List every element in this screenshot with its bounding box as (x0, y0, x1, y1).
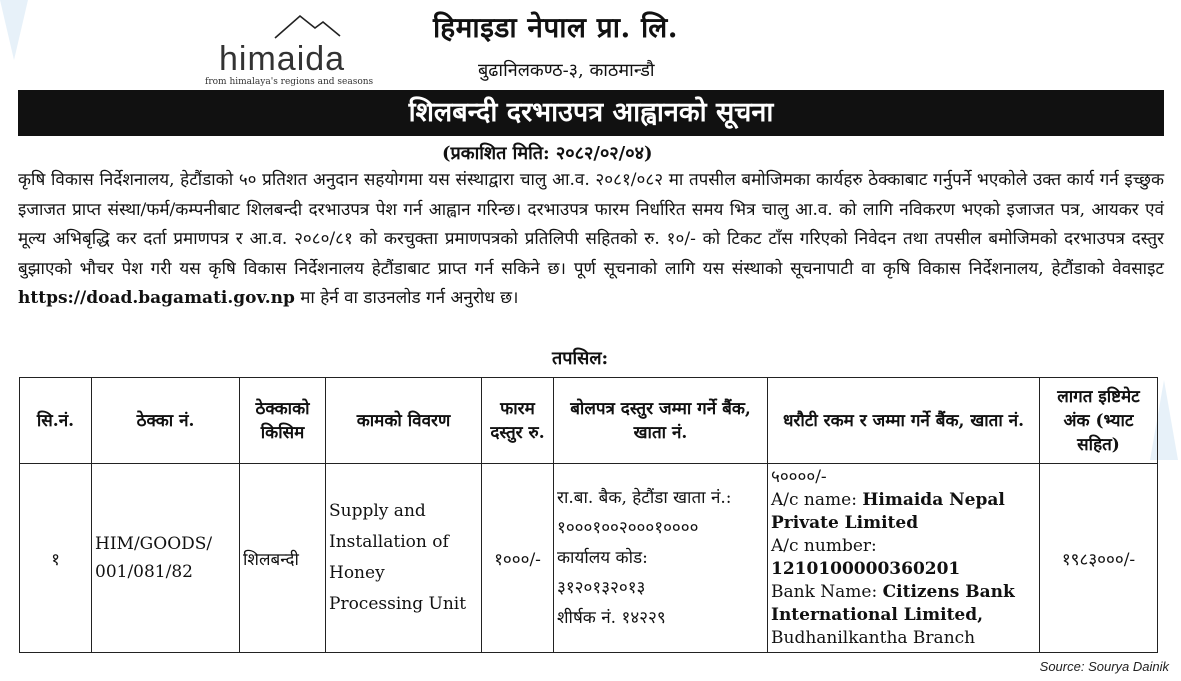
cell-work-desc: Supply and Installation of Honey Processing Unit (326, 464, 482, 653)
source-credit: Source: Sourya Dainik (1039, 659, 1169, 674)
table-row (20, 464, 1158, 653)
bank-name-value: Citizens Bank International Limited, (771, 582, 1015, 625)
header-fee-bank: बोलपत्र दस्तुर जम्मा गर्ने बैंक, खाता नं. (554, 378, 768, 464)
fee-bank-line: शीर्षक नं. १४२२९ (557, 608, 666, 628)
ac-name-label: A/c name: (771, 490, 857, 510)
cell-contract-no: HIM/GOODS/ 001/081/82 (92, 464, 240, 653)
company-logo (205, 8, 374, 88)
cell-contract-type: शिलबन्दी (240, 464, 326, 653)
fee-bank-line: कार्यालय कोड: (557, 548, 648, 568)
header-cost-estimate: लागत इष्टिमेट अंक (भ्याट सहित) (1040, 378, 1158, 464)
ac-number-label: A/c number: (771, 536, 877, 556)
notice-body (18, 166, 1164, 314)
table-header-row (20, 378, 1158, 464)
header-contract-no: ठेक्का नं. (92, 378, 240, 464)
logo-tagline: from himalaya's regions and seasons (205, 77, 374, 87)
cell-cost-estimate: १९८३०००/- (1040, 464, 1158, 653)
bank-name-label: Bank Name: (771, 582, 878, 602)
schedule-label: तपसिल: (552, 348, 609, 369)
header-contract-type: ठेक्काको किसिम (240, 378, 326, 464)
ac-number-value: 1210100000360201 (771, 559, 961, 579)
ac-name-value: Himaida Nepal Private Limited (771, 490, 1005, 533)
deposit-amount: ५००००/- (771, 467, 827, 487)
logo-wordmark: himaida (219, 40, 346, 78)
body-text-part-1: कृषि विकास निर्देशनालय, हेटौंडाको ५० प्रतिशत अनुदान सहयोगमा यस संस्थाद्वारा चालु आ.व. २०८१/०८२ मा तपसील बमोजिमका कार्यहरु ठेक्काबाट गर्नुपर्ने भएकोले उक्त कार्य गर्न इच्छुक इजाजत प्राप्त संस्था/फर्म/कम्पनीबाट शिलबन्दी दरभाउपत्र पेश गर्न आह्वान गरिन्छ। दरभाउपत्र फारम निर्धारित समय भित्र चालु आ.व. को लागि नविकरण भएको इजाजत पत्र, आयकर एवं मूल्य अभिबृद्धि कर दर्ता प्रमाणपत्र र आ.व. २०८०/८१ को करचुक्ता प्रमाणपत्रको प्रतिलिपी सहितको रु. १०/- को टिकट टाँस गरिएको निवेदन तथा तपसील बमोजिमको दरभाउपत्र दस्तुर बुझाएको भौचर पेश गरी यस कृषि विकास निर्देशनालय हेटौंडाबाट प्राप्त गर्न सकिने छ। पूर्ण सूचनाको लागि यस संस्थाको सूचनापाटी वा कृषि विकास निर्देशनालय, हेटौंडाको वेवसाइट (18, 170, 1164, 279)
company-address: बुढानिलकण्ठ-३, काठमान्डौ (478, 60, 655, 81)
notice-title: शिलबन्दी दरभाउपत्र आह्वानको सूचना (18, 90, 1164, 136)
cell-deposit-bank (768, 464, 1040, 653)
fee-bank-line: १०००१००२०००१०००० (557, 518, 699, 538)
header-form-fee: फारम दस्तुर रु. (482, 378, 554, 464)
company-name: हिमाइडा नेपाल प्रा. लि. (433, 11, 678, 44)
cell-form-fee: १०००/- (482, 464, 554, 653)
cell-sn: १ (20, 464, 92, 653)
header-sn: सि.नं. (20, 378, 92, 464)
fee-bank-line: रा.बा. बैक, हेटौंडा खाता नं.: (557, 488, 732, 508)
tender-schedule-table (19, 377, 1158, 653)
bank-branch: Budhanilkantha Branch (771, 628, 976, 648)
ac-name (771, 489, 1036, 535)
website-url: https://doad.bagamati.gov.np (18, 288, 295, 308)
watermark-arrow-left (0, 0, 28, 60)
cell-fee-bank (554, 464, 768, 653)
header-work-desc: कामको विवरण (326, 378, 482, 464)
body-text-part-2: मा हेर्न वा डाउनलोड गर्न अनुरोध छ। (300, 288, 519, 308)
published-date: (प्रकाशित मिति: २०८२/०२/०४) (442, 143, 653, 164)
bank-name (771, 581, 1036, 627)
header-deposit-bank: धरौटी रकम र जम्मा गर्ने बैंक, खाता नं. (768, 378, 1040, 464)
fee-bank-line: ३१२०१३२०१३ (557, 578, 646, 598)
